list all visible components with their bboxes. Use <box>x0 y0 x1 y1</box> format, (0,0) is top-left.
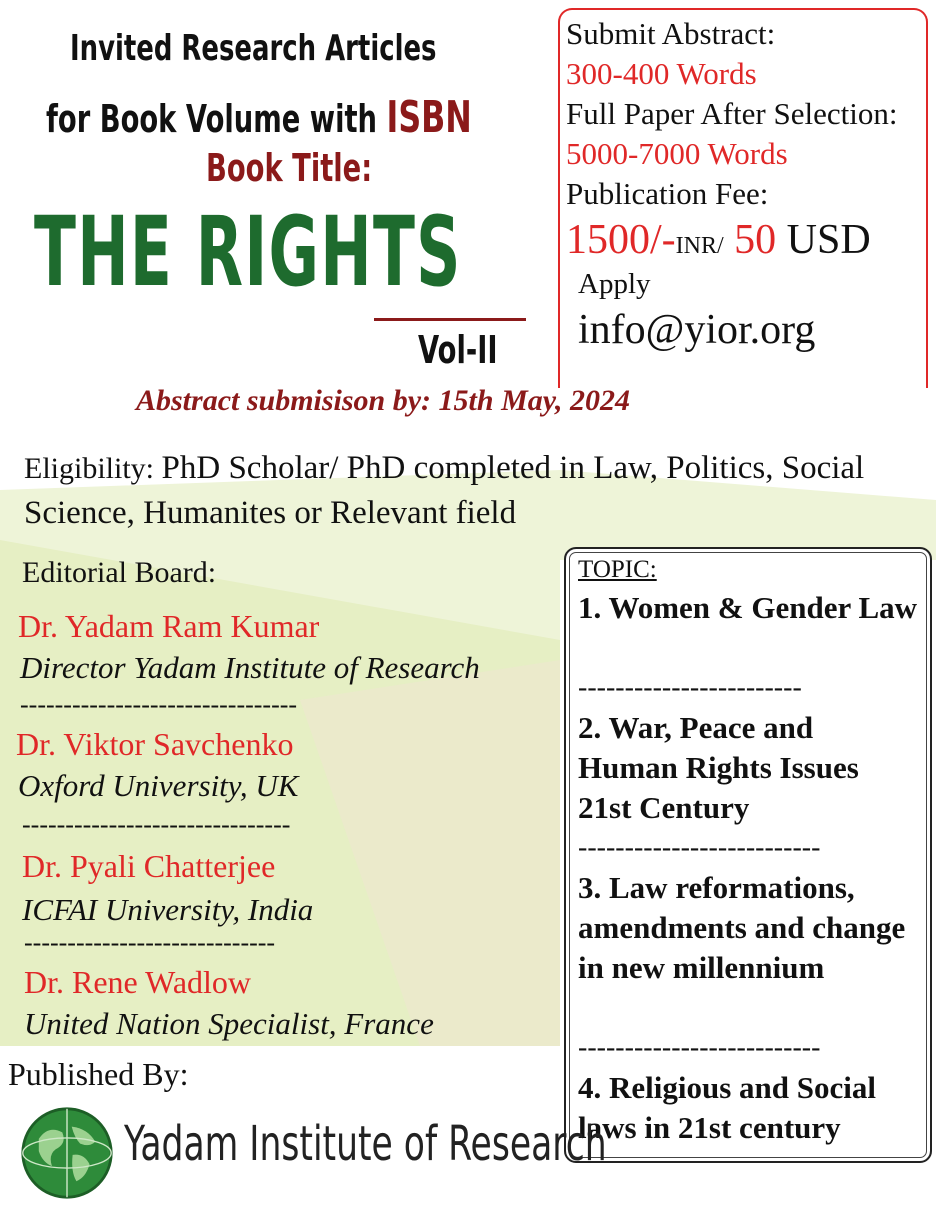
headline-book-volume <box>46 92 472 143</box>
book-title-label: Book Title: <box>206 146 373 190</box>
fee-usd-amount: 50 <box>734 217 777 263</box>
isbn-label: ISBN <box>386 92 472 143</box>
board-member-name: Dr. Pyali Chatterjee <box>22 848 276 884</box>
contact-email[interactable]: info@yior.org <box>578 307 816 353</box>
published-by-label: Published By: <box>8 1056 189 1092</box>
topic-separator: -------------------------- <box>578 1032 821 1063</box>
globe-logo-icon <box>20 1106 114 1200</box>
fee-inr-unit: INR/ <box>675 233 724 259</box>
full-paper-label: Full Paper After Selection: <box>566 96 898 131</box>
topic-label: TOPIC: <box>578 556 657 583</box>
headline-invited-articles: Invited Research Articles <box>70 28 437 69</box>
apply-label: Apply <box>578 268 651 300</box>
fee-usd-unit: USD <box>776 217 871 263</box>
topic-separator: -------------------------- <box>578 832 821 863</box>
fee-inr-amount: 1500/- <box>566 217 676 263</box>
eligibility <box>24 446 924 535</box>
book-title: THE RIGHTS <box>34 196 462 308</box>
volume-label: Vol-II <box>418 328 498 372</box>
abstract-label: Submit Abstract: <box>566 16 776 51</box>
full-paper-words: 5000-7000 Words <box>566 136 788 171</box>
board-member-affiliation: ICFAI University, India <box>22 892 314 927</box>
board-member-name: Dr. Yadam Ram Kumar <box>18 608 320 644</box>
topic-item: 4. Religious and Social laws in 21st century <box>578 1070 876 1145</box>
board-separator: ------------------------------- <box>22 810 291 839</box>
board-member-name: Dr. Viktor Savchenko <box>16 726 294 762</box>
abstract-deadline: Abstract submisison by: 15th May, 2024 <box>136 384 630 417</box>
board-member-affiliation: Oxford University, UK <box>18 768 299 803</box>
topic-separator: ------------------------ <box>578 672 802 703</box>
volume-divider <box>374 318 526 321</box>
topic-item: 3. Law reformations, amendments and change in new millennium <box>578 870 906 985</box>
publisher-name: Yadam Institute of Research <box>124 1116 607 1172</box>
eligibility-label: Eligibility: <box>24 452 162 485</box>
eligibility-text: PhD Scholar/ PhD completed in Law, Politics, Social Science, Humanites or Relevant field <box>24 450 865 531</box>
publication-fee <box>566 216 871 264</box>
board-separator: -------------------------------- <box>20 690 298 719</box>
board-separator: ----------------------------- <box>24 928 276 957</box>
headline-book-volume-text: for Book Volume with <box>46 97 387 141</box>
topic-item: 2. War, Peace and Human Rights Issues 21st Century <box>578 710 859 825</box>
editorial-board-label: Editorial Board: <box>22 556 217 589</box>
board-member-name: Dr. Rene Wadlow <box>24 964 252 1000</box>
fee-label: Publication Fee: <box>566 176 769 211</box>
board-member-affiliation: Director Yadam Institute of Research <box>20 650 480 685</box>
abstract-words: 300-400 Words <box>566 56 757 91</box>
topic-item: 1. Women & Gender Law <box>578 590 918 625</box>
board-member-affiliation: United Nation Specialist, France <box>24 1006 434 1041</box>
